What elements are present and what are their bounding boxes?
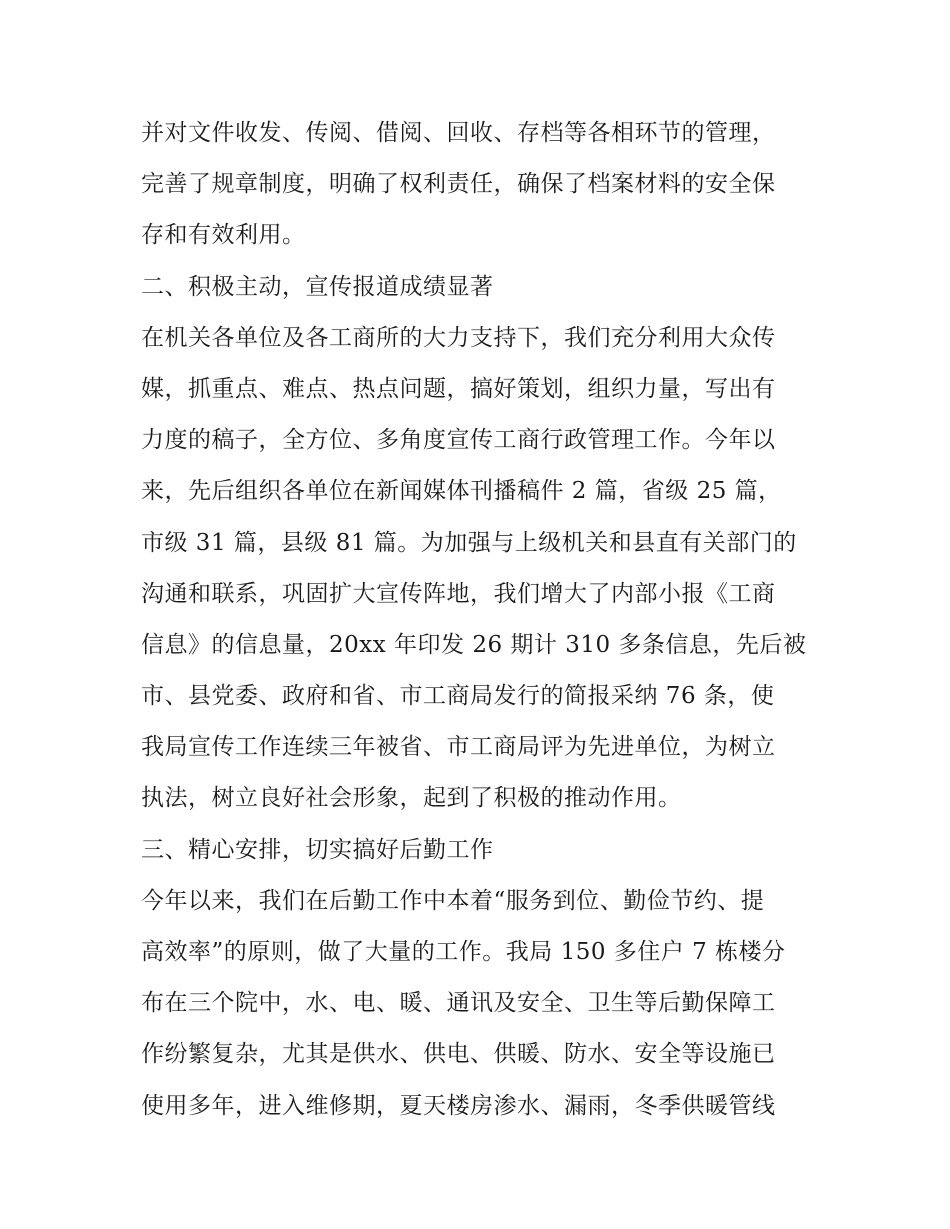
text-line: 来，先后组织各单位在新闻媒体刊播稿件 2 篇，省级 25 篇， [141,478,782,505]
text-line: 完善了规章制度，明确了权利责任，确保了档案材料的安全保 [141,171,776,198]
text-line: 执法，树立良好社会形象，起到了积极的推动作用。 [141,785,682,812]
section-heading: 二、积极主动，宣传报道成绩显著 [141,273,494,300]
text-line: 沟通和联系，巩固扩大宣传阵地，我们增大了内部小报《工商 [141,580,776,607]
text-line: 媒，抓重点、难点、热点问题，搞好策划，组织力量，写出有 [141,375,776,402]
text-line: 并对文件收发、传阅、借阅、回收、存档等各相环节的管理， [141,120,776,146]
text-line: 高效率”的原则，做了大量的工作。我局 150 多住户 7 栋楼分 [141,939,786,965]
text-line: 市、县党委、政府和省、市工商局发行的简报采纳 76 条，使 [141,683,775,710]
text-line: 布在三个院中，水、电、暖、通讯及安全、卫生等后勤保障工 [141,990,776,1017]
text-line: 信息》的信息量，20xx 年印发 26 期计 310 多条信息，先后被 [141,631,807,658]
text-line: 使用多年，进入维修期，夏天楼房渗水、漏雨，冬季供暖管线 [141,1092,776,1119]
document-body [141,108,821,1132]
text-line: 今年以来，我们在后勤工作中本着“服务到位、勤俭节约、提 [141,887,765,914]
text-line: 作纷繁复杂，尤其是供水、供电、供暖、防水、安全等设施已 [141,1041,776,1068]
section-heading: 三、精心安排，切实搞好后勤工作 [141,836,494,863]
text-line: 我局宣传工作连续三年被省、市工商局评为先进单位，为树立 [141,734,776,761]
text-line: 市级 31 篇，县级 81 篇。为加强与上级机关和县直有关部门的 [141,529,797,556]
text-line: 在机关各单位及各工商所的大力支持下，我们充分利用大众传 [141,324,776,351]
text-line: 力度的稿子，全方位、多角度宣传工商行政管理工作。今年以 [141,427,776,454]
text-line: 存和有效利用。 [141,222,306,249]
